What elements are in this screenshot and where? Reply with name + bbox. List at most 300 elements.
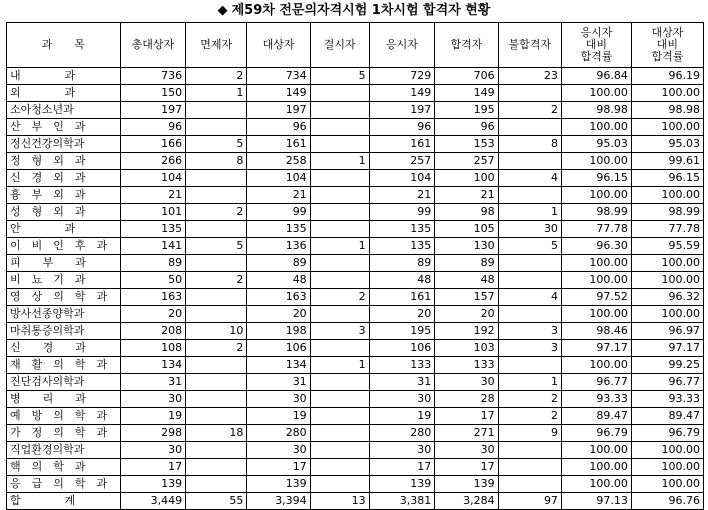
failed-cell: [498, 357, 561, 374]
subject-cell: 방사선종양학과: [7, 306, 121, 323]
rate-target-cell: 100.00: [631, 85, 703, 102]
target-cell: 48: [247, 272, 310, 289]
header-exempt: 면제자: [186, 23, 247, 68]
target-cell: 104: [247, 170, 310, 187]
applicants-cell: 48: [369, 272, 435, 289]
total-cell: 208: [120, 323, 186, 340]
rate-target-cell: 99.61: [631, 153, 703, 170]
subject-cell: 응 급 의 학 과: [7, 476, 121, 493]
applicants-cell: 104: [369, 170, 435, 187]
exempt-cell: [186, 391, 247, 408]
applicants-cell: 99: [369, 204, 435, 221]
passed-cell: 3,284: [435, 493, 498, 510]
exempt-cell: 2: [186, 340, 247, 357]
failed-cell: [498, 255, 561, 272]
subject-cell: 내 과: [7, 68, 121, 85]
failed-cell: [498, 119, 561, 136]
failed-cell: [498, 476, 561, 493]
applicants-cell: 19: [369, 408, 435, 425]
exempt-cell: 18: [186, 425, 247, 442]
rate-target-cell: 99.25: [631, 357, 703, 374]
failed-cell: [498, 187, 561, 204]
rate-target-cell: 98.99: [631, 204, 703, 221]
rate-applicants-cell: 97.17: [561, 340, 631, 357]
rate-applicants-cell: 100.00: [561, 306, 631, 323]
rate-target-cell: 100.00: [631, 272, 703, 289]
absent-cell: [310, 85, 369, 102]
passed-cell: 706: [435, 68, 498, 85]
target-cell: 99: [247, 204, 310, 221]
rate-target-cell: 100.00: [631, 459, 703, 476]
subject-cell: 피 부 과: [7, 255, 121, 272]
total-cell: 30: [120, 442, 186, 459]
target-cell: 280: [247, 425, 310, 442]
table-row: [7, 255, 704, 272]
applicants-cell: 96: [369, 119, 435, 136]
total-cell: 163: [120, 289, 186, 306]
rate-applicants-cell: 98.98: [561, 102, 631, 119]
subject-cell: 직업환경의학과: [7, 442, 121, 459]
subject-cell: 마취통증의학과: [7, 323, 121, 340]
rate-applicants-cell: 93.33: [561, 391, 631, 408]
rate-target-cell: 96.15: [631, 170, 703, 187]
exempt-cell: 5: [186, 136, 247, 153]
table-row: [7, 170, 704, 187]
failed-cell: 23: [498, 68, 561, 85]
passed-cell: 48: [435, 272, 498, 289]
exempt-cell: [186, 170, 247, 187]
subject-cell: 예 방 의 학 과: [7, 408, 121, 425]
target-cell: 734: [247, 68, 310, 85]
table-row: [7, 408, 704, 425]
absent-cell: 13: [310, 493, 369, 510]
subject-cell: 이 비 인 후 과: [7, 238, 121, 255]
applicants-cell: 197: [369, 102, 435, 119]
applicants-cell: 106: [369, 340, 435, 357]
exempt-cell: [186, 119, 247, 136]
total-cell: 21: [120, 187, 186, 204]
rate-target-cell: 100.00: [631, 119, 703, 136]
rate-applicants-cell: 98.99: [561, 204, 631, 221]
total-cell: 134: [120, 357, 186, 374]
total-cell: 50: [120, 272, 186, 289]
total-cell: 31: [120, 374, 186, 391]
total-row: [7, 493, 704, 510]
results-table: [6, 22, 704, 510]
table-row: [7, 357, 704, 374]
exempt-cell: [186, 221, 247, 238]
absent-cell: [310, 425, 369, 442]
total-cell: 298: [120, 425, 186, 442]
target-cell: 198: [247, 323, 310, 340]
total-cell: 139: [120, 476, 186, 493]
failed-cell: 2: [498, 391, 561, 408]
applicants-cell: 195: [369, 323, 435, 340]
failed-cell: 97: [498, 493, 561, 510]
rate-applicants-cell: 100.00: [561, 85, 631, 102]
target-cell: 30: [247, 391, 310, 408]
failed-cell: [498, 442, 561, 459]
header-row: [7, 23, 704, 68]
passed-cell: 257: [435, 153, 498, 170]
failed-cell: 9: [498, 425, 561, 442]
rate-applicants-cell: 100.00: [561, 119, 631, 136]
passed-cell: 96: [435, 119, 498, 136]
absent-cell: 5: [310, 68, 369, 85]
table-row: [7, 238, 704, 255]
target-cell: 17: [247, 459, 310, 476]
exempt-cell: 55: [186, 493, 247, 510]
exempt-cell: [186, 476, 247, 493]
table-row: [7, 425, 704, 442]
table-row: [7, 136, 704, 153]
rate-applicants-cell: 97.13: [561, 493, 631, 510]
rate-applicants-cell: 100.00: [561, 476, 631, 493]
exempt-cell: [186, 255, 247, 272]
total-cell: 736: [120, 68, 186, 85]
passed-cell: 192: [435, 323, 498, 340]
passed-cell: 133: [435, 357, 498, 374]
header-total: 총대상자: [120, 23, 186, 68]
exempt-cell: [186, 306, 247, 323]
absent-cell: [310, 374, 369, 391]
table-row: [7, 221, 704, 238]
table-row: [7, 442, 704, 459]
target-cell: 135: [247, 221, 310, 238]
passed-cell: 149: [435, 85, 498, 102]
failed-cell: 5: [498, 238, 561, 255]
passed-cell: 130: [435, 238, 498, 255]
exempt-cell: [186, 408, 247, 425]
rate-applicants-cell: 96.79: [561, 425, 631, 442]
table-row: [7, 289, 704, 306]
total-cell: 150: [120, 85, 186, 102]
target-cell: 30: [247, 442, 310, 459]
subject-cell: 정 형 외 과: [7, 153, 121, 170]
table-row: [7, 119, 704, 136]
total-cell: 135: [120, 221, 186, 238]
target-cell: 136: [247, 238, 310, 255]
applicants-cell: 139: [369, 476, 435, 493]
rate-target-cell: 93.33: [631, 391, 703, 408]
subject-cell: 재 활 의 학 과: [7, 357, 121, 374]
rate-applicants-cell: 100.00: [561, 442, 631, 459]
total-cell: 19: [120, 408, 186, 425]
total-cell: 266: [120, 153, 186, 170]
absent-cell: [310, 306, 369, 323]
failed-cell: 3: [498, 340, 561, 357]
exempt-cell: 2: [186, 272, 247, 289]
subject-cell: 병 리 과: [7, 391, 121, 408]
target-cell: 197: [247, 102, 310, 119]
passed-cell: 21: [435, 187, 498, 204]
page-title: [0, 0, 708, 22]
failed-cell: 30: [498, 221, 561, 238]
target-cell: 21: [247, 187, 310, 204]
table-row: [7, 374, 704, 391]
rate-target-cell: 100.00: [631, 255, 703, 272]
table-row: [7, 68, 704, 85]
failed-cell: [498, 153, 561, 170]
target-cell: 19: [247, 408, 310, 425]
table-row: [7, 476, 704, 493]
target-cell: 134: [247, 357, 310, 374]
failed-cell: 3: [498, 323, 561, 340]
absent-cell: [310, 102, 369, 119]
total-cell: 166: [120, 136, 186, 153]
exempt-cell: [186, 442, 247, 459]
applicants-cell: 135: [369, 238, 435, 255]
total-cell: 108: [120, 340, 186, 357]
target-cell: 258: [247, 153, 310, 170]
absent-cell: [310, 170, 369, 187]
table-row: [7, 306, 704, 323]
subject-cell: 산 부 인 과: [7, 119, 121, 136]
absent-cell: [310, 459, 369, 476]
exempt-cell: 5: [186, 238, 247, 255]
rate-applicants-cell: 89.47: [561, 408, 631, 425]
total-cell: 101: [120, 204, 186, 221]
subject-cell: 가 정 의 학 과: [7, 425, 121, 442]
applicants-cell: 20: [369, 306, 435, 323]
total-cell: 96: [120, 119, 186, 136]
applicants-cell: 257: [369, 153, 435, 170]
applicants-cell: 31: [369, 374, 435, 391]
absent-cell: [310, 204, 369, 221]
header-failed: 불합격자: [498, 23, 561, 68]
passed-cell: 20: [435, 306, 498, 323]
exempt-cell: [186, 459, 247, 476]
applicants-cell: 161: [369, 136, 435, 153]
header-rate-applicants: 응시자 대비 합격률: [561, 23, 631, 68]
subject-cell: 흉 부 외 과: [7, 187, 121, 204]
applicants-cell: 729: [369, 68, 435, 85]
rate-applicants-cell: 100.00: [561, 187, 631, 204]
rate-target-cell: 89.47: [631, 408, 703, 425]
applicants-cell: 89: [369, 255, 435, 272]
rate-target-cell: 96.77: [631, 374, 703, 391]
applicants-cell: 161: [369, 289, 435, 306]
absent-cell: [310, 136, 369, 153]
failed-cell: 4: [498, 289, 561, 306]
absent-cell: 2: [310, 289, 369, 306]
rate-target-cell: 98.98: [631, 102, 703, 119]
exempt-cell: [186, 357, 247, 374]
absent-cell: [310, 187, 369, 204]
rate-applicants-cell: 96.15: [561, 170, 631, 187]
rate-applicants-cell: 96.84: [561, 68, 631, 85]
table-row: [7, 272, 704, 289]
target-cell: 149: [247, 85, 310, 102]
rate-applicants-cell: 100.00: [561, 357, 631, 374]
passed-cell: 30: [435, 374, 498, 391]
total-cell: 20: [120, 306, 186, 323]
rate-applicants-cell: 95.03: [561, 136, 631, 153]
table-row: [7, 323, 704, 340]
exempt-cell: 10: [186, 323, 247, 340]
applicants-cell: 3,381: [369, 493, 435, 510]
applicants-cell: 135: [369, 221, 435, 238]
target-cell: 96: [247, 119, 310, 136]
failed-cell: [498, 306, 561, 323]
subject-cell: 신 경 외 과: [7, 170, 121, 187]
total-cell: 89: [120, 255, 186, 272]
failed-cell: [498, 85, 561, 102]
rate-target-cell: 95.03: [631, 136, 703, 153]
absent-cell: 3: [310, 323, 369, 340]
target-cell: 89: [247, 255, 310, 272]
failed-cell: 8: [498, 136, 561, 153]
table-row: [7, 340, 704, 357]
rate-applicants-cell: 97.52: [561, 289, 631, 306]
target-cell: 20: [247, 306, 310, 323]
absent-cell: [310, 255, 369, 272]
rate-target-cell: 96.32: [631, 289, 703, 306]
passed-cell: 98: [435, 204, 498, 221]
rate-target-cell: 100.00: [631, 187, 703, 204]
exempt-cell: [186, 289, 247, 306]
rate-target-cell: 96.79: [631, 425, 703, 442]
subject-cell: 진단검사의학과: [7, 374, 121, 391]
passed-cell: 30: [435, 442, 498, 459]
failed-cell: [498, 459, 561, 476]
absent-cell: 1: [310, 238, 369, 255]
table-row: [7, 187, 704, 204]
header-target: 대상자: [247, 23, 310, 68]
absent-cell: [310, 272, 369, 289]
header-absent: 결시자: [310, 23, 369, 68]
header-passed: 합격자: [435, 23, 498, 68]
table-row: [7, 459, 704, 476]
applicants-cell: 30: [369, 391, 435, 408]
subject-cell: 핵 의 학 과: [7, 459, 121, 476]
target-cell: 139: [247, 476, 310, 493]
subject-cell: 신 경 과: [7, 340, 121, 357]
rate-applicants-cell: 77.78: [561, 221, 631, 238]
rate-applicants-cell: 98.46: [561, 323, 631, 340]
exempt-cell: [186, 102, 247, 119]
passed-cell: 100: [435, 170, 498, 187]
absent-cell: [310, 391, 369, 408]
applicants-cell: 280: [369, 425, 435, 442]
absent-cell: 1: [310, 153, 369, 170]
subject-cell: 영 상 의 학 과: [7, 289, 121, 306]
target-cell: 161: [247, 136, 310, 153]
rate-applicants-cell: 100.00: [561, 255, 631, 272]
passed-cell: 103: [435, 340, 498, 357]
absent-cell: [310, 476, 369, 493]
title-text: 제59차 전문의자격시험 1차시험 합격자 현황: [231, 3, 491, 18]
rate-applicants-cell: 100.00: [561, 459, 631, 476]
rate-target-cell: 96.19: [631, 68, 703, 85]
failed-cell: 1: [498, 204, 561, 221]
subject-cell: 소아청소년과: [7, 102, 121, 119]
subject-cell: 외 과: [7, 85, 121, 102]
subject-cell: 성 형 외 과: [7, 204, 121, 221]
exempt-cell: 1: [186, 85, 247, 102]
absent-cell: 1: [310, 357, 369, 374]
applicants-cell: 133: [369, 357, 435, 374]
total-cell: 3,449: [120, 493, 186, 510]
subject-cell: 안 과: [7, 221, 121, 238]
target-cell: 3,394: [247, 493, 310, 510]
rate-applicants-cell: 96.77: [561, 374, 631, 391]
table-row: [7, 102, 704, 119]
subject-cell: 비 뇨 기 과: [7, 272, 121, 289]
target-cell: 31: [247, 374, 310, 391]
header-rate-target: 대상자 대비 합격률: [631, 23, 703, 68]
diamond-icon: ◆: [217, 3, 228, 18]
applicants-cell: 17: [369, 459, 435, 476]
total-cell: 197: [120, 102, 186, 119]
exempt-cell: 8: [186, 153, 247, 170]
total-cell: 104: [120, 170, 186, 187]
header-subject: 과 목: [7, 23, 121, 68]
table-body: [7, 68, 704, 510]
absent-cell: [310, 119, 369, 136]
target-cell: 106: [247, 340, 310, 357]
rate-target-cell: 100.00: [631, 476, 703, 493]
rate-applicants-cell: 96.30: [561, 238, 631, 255]
exempt-cell: 2: [186, 68, 247, 85]
total-cell: 17: [120, 459, 186, 476]
failed-cell: 2: [498, 102, 561, 119]
exempt-cell: [186, 374, 247, 391]
exempt-cell: [186, 187, 247, 204]
total-cell: 141: [120, 238, 186, 255]
passed-cell: 17: [435, 408, 498, 425]
failed-cell: 2: [498, 408, 561, 425]
passed-cell: 139: [435, 476, 498, 493]
passed-cell: 271: [435, 425, 498, 442]
target-cell: 163: [247, 289, 310, 306]
absent-cell: [310, 340, 369, 357]
passed-cell: 195: [435, 102, 498, 119]
rate-target-cell: 77.78: [631, 221, 703, 238]
rate-target-cell: 96.76: [631, 493, 703, 510]
applicants-cell: 21: [369, 187, 435, 204]
table-row: [7, 391, 704, 408]
table-row: [7, 204, 704, 221]
subject-cell: 합 계: [7, 493, 121, 510]
rate-applicants-cell: 100.00: [561, 272, 631, 289]
absent-cell: [310, 408, 369, 425]
rate-target-cell: 100.00: [631, 442, 703, 459]
passed-cell: 105: [435, 221, 498, 238]
passed-cell: 157: [435, 289, 498, 306]
total-cell: 30: [120, 391, 186, 408]
applicants-cell: 30: [369, 442, 435, 459]
passed-cell: 28: [435, 391, 498, 408]
failed-cell: [498, 272, 561, 289]
failed-cell: 1: [498, 374, 561, 391]
subject-cell: 정신건강의학과: [7, 136, 121, 153]
applicants-cell: 149: [369, 85, 435, 102]
rate-target-cell: 95.59: [631, 238, 703, 255]
passed-cell: 153: [435, 136, 498, 153]
rate-applicants-cell: 100.00: [561, 153, 631, 170]
exempt-cell: 2: [186, 204, 247, 221]
table-row: [7, 153, 704, 170]
absent-cell: [310, 442, 369, 459]
table-row: [7, 85, 704, 102]
failed-cell: 4: [498, 170, 561, 187]
absent-cell: [310, 221, 369, 238]
header-applicants: 응시자: [369, 23, 435, 68]
rate-target-cell: 96.97: [631, 323, 703, 340]
passed-cell: 17: [435, 459, 498, 476]
rate-target-cell: 100.00: [631, 306, 703, 323]
